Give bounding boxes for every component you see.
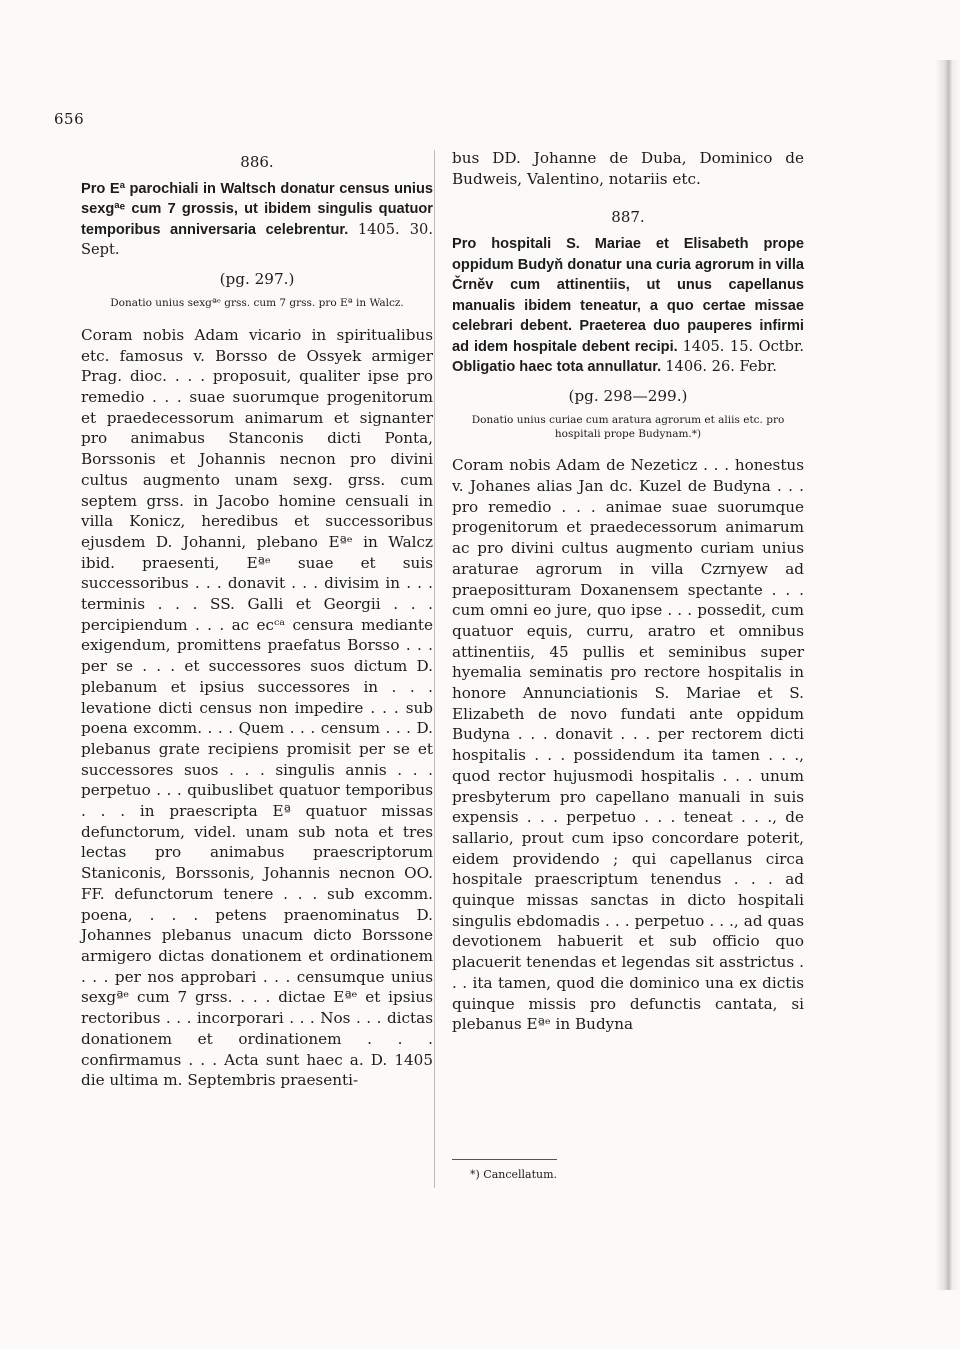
- scan-binding-edge: [848, 60, 960, 1290]
- continuation-text: bus DD. Johanne de Duba, Dominico de Budweis, Valentino, notariis etc.: [452, 149, 804, 188]
- entry-number-886: 886.: [240, 153, 274, 171]
- summary-date: 1405. 15. Octbr.: [682, 337, 805, 355]
- entry-number-887: 887.: [611, 208, 645, 227]
- footnote-rule: [452, 1159, 557, 1160]
- page-reference: (pg. 297.): [219, 269, 295, 288]
- regest-note: Donatio unius sexgªᵉ grss. cum 7 grss. pro Eª in Walcz.: [110, 297, 404, 310]
- summary-annulment: Obligatio haec tota annullatur.: [452, 359, 662, 376]
- entry-summary-887: [452, 234, 804, 378]
- right-column: [452, 148, 804, 1035]
- column-divider: [434, 150, 435, 1188]
- summary-text: Pro hospitali S. Mariae et Elisabeth prope oppidum Budyň donatur una curia agrorum in villa Črněv cum attinentiis, ut unus capellanus manualis ibidem teneatur, a quo certae missae celebrari debent. Praeterea duo pauperes infirmi ad idem hospitale debent recipi.: [452, 236, 804, 355]
- footnote: *) Cancellatum.: [470, 1168, 558, 1181]
- page-number: 656: [54, 110, 85, 128]
- charter-body-887: Coram nobis Adam de Nezeticz . . . honestus v. Johanes alias Jan dc. Kuzel de Budyna . . . pro remedio . . . animae suae suorumque progenitorum et praedecessorum animarum ac pro divini cultus augmento curiam unius araturae agrorum in villa Czrnyew ad praepositturam Doxanensem spectante . . . cum omni eo jure, quo ipse . . . possedit, cum quatuor equis, curru, aratro et omnibus attinentiis, 45 pullis et seminibus super hyemalia seminatis pro rectore hospitalis in honore Annunciationis S. Mariae et S. Elizabeth de novo fundati ante oppidum Budyna . . . donavit . . . per rectorem dicti hospitalis . . . possidendum ita tamen . . ., quod rector hujusmodi hospitalis . . . unum presbyterum pro capellano manuali in suis expensis . . . perpetuo . . . teneat . . ., de sallario, prout cum ipso concordare poterit, eidem providendo ; qui capellanus circa hospitale praescriptum tenendus . . . ad quinque missas sanctas in dicto hospitali singulis ebdomadis . . . perpetuo . . ., ad quas devotionem habuerit et sub officio quo placuerit tenendas et legendas sit asstrictus . . . ita tamen, quod die dominico una ex dictis quinque missis pro defunctis cantata, si plebanus Eªᵉ in Budyna: [452, 456, 804, 1034]
- summary-text: Pro Eª parochiali in Waltsch donatur census unius sexgªᵉ cum 7 grossis, ut ibidem singulis quatuor temporibus anniversaria celebrentur.: [81, 180, 433, 238]
- charter-body-886: Coram nobis Adam vicario in spiritualibus etc. famosus v. Borsso de Ossyek armiger Prag. dioc. . . . proposuit, qualiter ipse pro remedio . . . suae suorumque progenitorum et praedecessorum animarum et signanter pro animabus Stanconis dicti Ponta, Borssonis et Johannis necnon pro divini cultus augmento unam sexg. grss. cum septem grss. in Jacobo homine censuali in villa Konicz, heredibus et successoribus ejusdem D. Johanni, plebano Eªᵉ in Walcz ibid. praesenti, Eªᵉ suae et suis successoribus . . . donavit . . . divisim in . . . terminis . . . SS. Galli et Georgii . . . percipiendum . . . ac ecᶜᵃ censura mediante exigendum, promittens praefatus Borsso . . . per se . . . et successores suos dictum D. plebanum et ipsius successores in . . . levatione dicti census non impedire . . . sub poena excomm. . . . Quem . . . censum . . . D. plebanus grate recipiens promisit per se et successores suos . . . singulis annis . . . perpetuo . . . quibuslibet quatuor temporibus . . . in praescripta Eª quatuor missas defunctorum, videl. unam sub nota et tres lectas pro animabus praescriptorum Staniconis, Borssonis, Johannis necnon OO. FF. defunctorum tenere . . . sub excomm. poena, . . . petens praenominatus D. Johannes plebanus unacum dicto Borssone armigero dictas donationem et ordinationem . . . per nos approbari . . . censumque unius sexgªᵉ cum 7 grss. . . . dictae Eªᵉ et ipsius rectoribus . . . incorporari . . . Nos . . . dictas donationem et ordinationem . . . confirmamus . . . Acta sunt haec a. D. 1405 die ultima m. Septembris praesenti-: [81, 325, 433, 1090]
- left-column: [81, 148, 433, 1091]
- summary-date-annulment: 1406. 26. Febr.: [665, 358, 777, 376]
- entry-summary-886: [81, 179, 433, 261]
- page-reference: (pg. 298—299.): [568, 386, 688, 405]
- summary-date: 1405. 30. Sept.: [81, 220, 433, 259]
- regest-note: Donatio unius curiae cum aratura agrorum et aliis etc. pro hospitali prope Budynam.*): [471, 414, 785, 440]
